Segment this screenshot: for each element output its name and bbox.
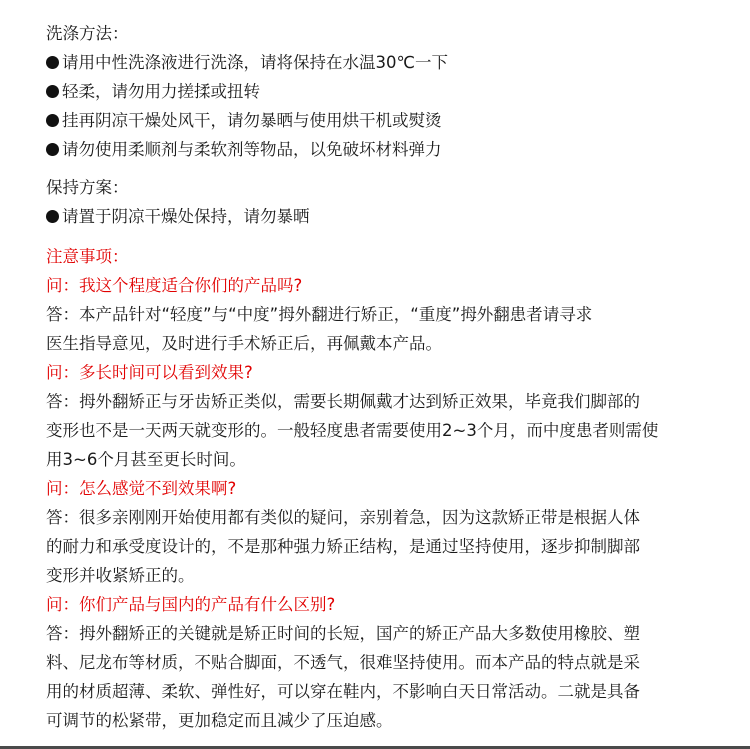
- answer-line: 答：拇外翻矫正与牙齿矫正类似，需要长期佩戴才达到矫正效果，毕竟我们脚部的: [46, 392, 640, 411]
- bullet-icon: [46, 56, 59, 69]
- answer-line: 答：本产品针对“轻度”与“中度”拇外翻进行矫正，“重度”拇外翻患者请寻求: [46, 305, 593, 324]
- washing-item: 请勿使用柔顺剂与柔软剂等物品，以免破坏材料弹力: [46, 135, 750, 164]
- answer-line: 变形并收紧矫正的。: [46, 566, 195, 585]
- answer-line: 的耐力和承受度设计的，不是那种强力矫正结构，是通过坚持使用，逐步抑制脚部: [46, 537, 640, 556]
- answer-line: 答：拇外翻矫正的关键就是矫正时间的长短，国产的矫正产品大多数使用橡胶、塑: [46, 624, 640, 643]
- question-3: 问：怎么感觉不到效果啊?: [46, 479, 237, 498]
- section-gap: [46, 231, 750, 242]
- answer-line: 用的材质超薄、柔软、弹性好，可以穿在鞋内，不影响白天日常活动。二就是具备: [46, 682, 640, 701]
- washing-item: 轻柔，请勿用力搓揉或扭转: [46, 77, 750, 106]
- bullet-icon: [46, 143, 59, 156]
- answer-line: 变形也不是一天两天就变形的。一般轻度患者需要使用2~3个月，而中度患者则需使: [46, 421, 659, 440]
- bullet-icon: [46, 210, 59, 223]
- answer-line: 可调节的松紧带，更加稳定而且减少了压迫感。: [46, 711, 393, 730]
- bullet-icon: [46, 85, 59, 98]
- section-gap: [46, 164, 750, 173]
- answer-line: 医生指导意见，及时进行手术矫正后，再佩戴本产品。: [46, 334, 442, 353]
- storage-item: 请置于阴凉干燥处保持，请勿暴晒: [46, 202, 750, 231]
- washing-item: 请用中性洗涤液进行洗涤，请将保持在水温30℃一下: [46, 48, 750, 77]
- answer-line: 答：很多亲刚刚开始使用都有类似的疑问，亲别着急，因为这款矫正带是根据人体: [46, 508, 640, 527]
- notes-title: 注意事项：: [46, 247, 129, 266]
- answer-line: 料、尼龙布等材质，不贴合脚面，不透气，很难坚持使用。而本产品的特点就是采: [46, 653, 640, 672]
- question-2: 问：多长时间可以看到效果?: [46, 363, 253, 382]
- question-4: 问：你们产品与国内的产品有什么区别?: [46, 595, 336, 614]
- question-1: 问：我这个程度适合你们的产品吗?: [46, 276, 303, 295]
- storage-title: 保持方案：: [46, 178, 129, 197]
- washing-item: 挂再阴凉干燥处风干，请勿暴晒与使用烘干机或熨烫: [46, 106, 750, 135]
- bullet-icon: [46, 114, 59, 127]
- answer-line: 用3~6个月甚至更长时间。: [46, 450, 246, 469]
- washing-title: 洗涤方法：: [46, 24, 129, 43]
